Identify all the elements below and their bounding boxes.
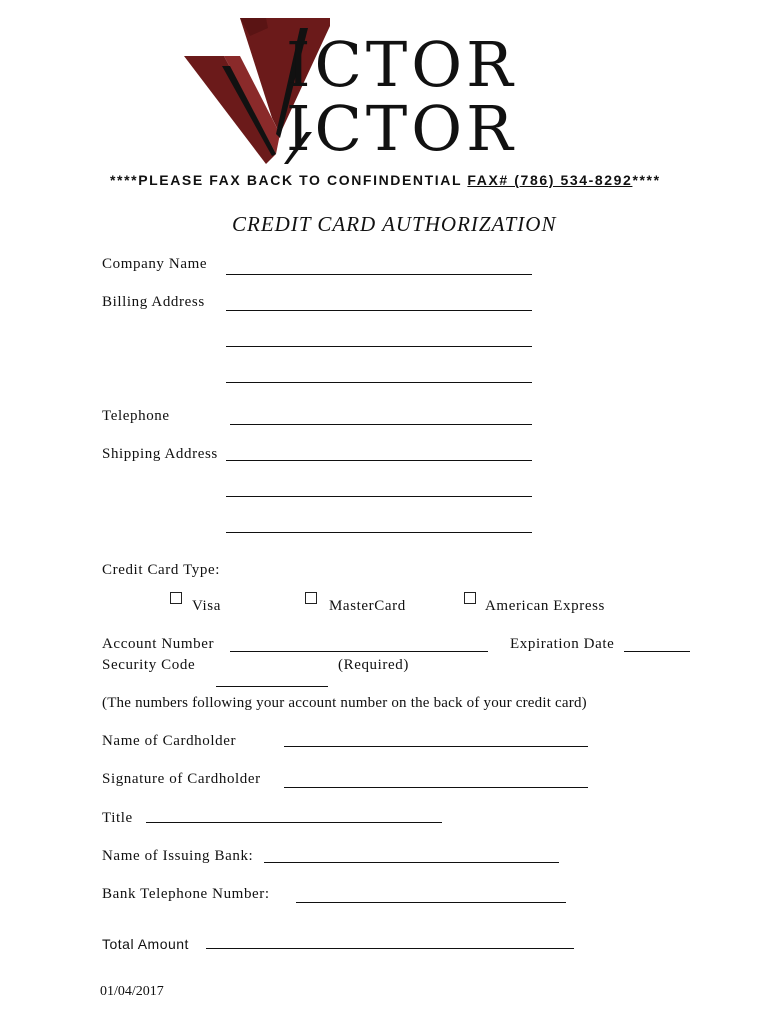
billing-address-field-1[interactable] <box>226 310 532 311</box>
bank-telephone-field[interactable] <box>296 902 566 903</box>
billing-address-label: Billing Address <box>102 294 205 310</box>
visa-checkbox[interactable] <box>170 592 182 604</box>
cardholder-signature-label: Signature of Cardholder <box>102 771 261 787</box>
account-number-field[interactable] <box>230 651 488 652</box>
cardholder-signature-field[interactable] <box>284 787 588 788</box>
security-code-field[interactable] <box>216 686 328 687</box>
shipping-address-field-2[interactable] <box>226 496 532 497</box>
visa-label: Visa <box>192 598 221 614</box>
telephone-field[interactable] <box>230 424 532 425</box>
company-name-field[interactable] <box>226 274 532 275</box>
telephone-label: Telephone <box>102 408 170 424</box>
footer-date: 01/04/2017 <box>100 984 164 999</box>
security-code-note: (The numbers following your account number on the back of your credit card) <box>102 695 587 711</box>
account-number-label: Account Number <box>102 636 215 652</box>
cardholder-name-field[interactable] <box>284 746 588 747</box>
amex-label: American Express <box>485 598 605 614</box>
shipping-address-field-1[interactable] <box>226 460 532 461</box>
company-name-label: Company Name <box>102 256 208 272</box>
shipping-address-label: Shipping Address <box>102 446 218 462</box>
amex-checkbox[interactable] <box>464 592 476 604</box>
logo-line2: ICTOR <box>286 92 517 165</box>
mastercard-label: MasterCard <box>329 598 406 614</box>
logo-line1: ICTOR <box>286 28 517 101</box>
expiration-date-label: Expiration Date <box>510 636 615 652</box>
total-amount-label: Total Amount <box>102 936 189 952</box>
billing-address-field-2[interactable] <box>226 346 532 347</box>
mastercard-checkbox[interactable] <box>305 592 317 604</box>
fax-suffix: **** <box>632 172 661 188</box>
security-code-required: (Required) <box>338 657 409 673</box>
form-title: CREDIT CARD AUTHORIZATION <box>232 212 557 236</box>
expiration-date-field[interactable] <box>624 651 690 652</box>
security-code-label: Security Code <box>102 657 196 673</box>
issuing-bank-label: Name of Issuing Bank: <box>102 848 254 864</box>
title-field[interactable] <box>146 822 442 823</box>
bank-telephone-label: Bank Telephone Number: <box>102 886 270 902</box>
fax-notice <box>110 172 661 188</box>
billing-address-field-3[interactable] <box>226 382 532 383</box>
issuing-bank-field[interactable] <box>264 862 559 863</box>
cardholder-name-label: Name of Cardholder <box>102 733 237 749</box>
logo <box>180 14 560 164</box>
fax-number: FAX# (786) 534-8292 <box>467 172 633 188</box>
total-amount-field[interactable] <box>206 948 574 949</box>
shipping-address-field-3[interactable] <box>226 532 532 533</box>
credit-card-type-label: Credit Card Type: <box>102 562 221 578</box>
fax-prefix: ****PLEASE FAX BACK TO CONFINDENTIAL <box>110 172 468 188</box>
title-label: Title <box>102 810 133 826</box>
